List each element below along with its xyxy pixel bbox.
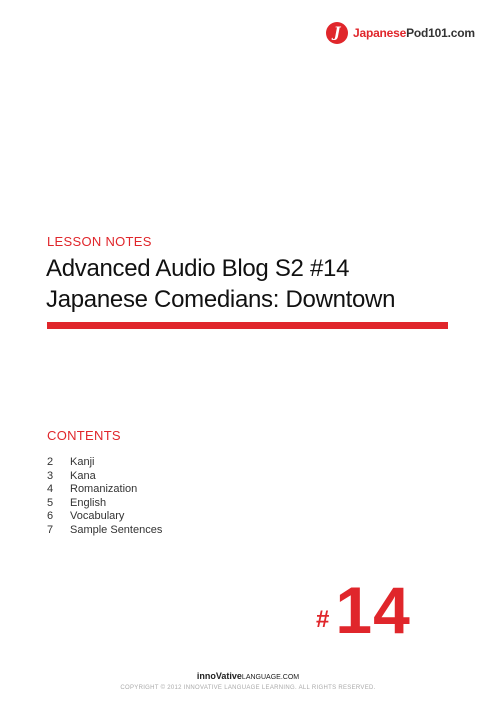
lesson-number-value: 14 [335,573,411,647]
toc-page: 3 [47,469,54,482]
toc-item[interactable] [47,524,162,538]
brand-name [353,26,475,40]
toc-item[interactable] [47,510,162,524]
toc-label: English [70,496,107,509]
copyright-notice: COPYRIGHT © 2012 INNOVATIVE LANGUAGE LEARNING. ALL RIGHTS RESERVED. [120,685,376,691]
toc-page: 6 [47,510,54,523]
lesson-title-line2: Japanese Comedians: Downtown [46,286,396,313]
footer-logo-part4: LANGUAGE.COM [241,674,300,681]
toc-item[interactable] [47,497,162,511]
lesson-number-hash: # [316,606,330,633]
toc-label: Vocabulary [70,510,125,523]
toc-label: Romanization [70,483,138,496]
toc-page: 7 [47,523,54,536]
toc-item[interactable] [47,483,162,497]
toc-item[interactable] [47,456,162,470]
brand-logo [326,22,475,44]
lesson-number [316,572,411,648]
toc-page: 5 [47,496,54,509]
footer-logo-part3: ative [221,671,242,681]
toc-page: 2 [47,456,54,468]
toc-page: 4 [47,483,54,496]
section-label: LESSON NOTES [47,234,152,249]
brand-name-part1: Japanese [353,26,407,40]
footer-logo-part2: V [215,671,222,681]
lesson-title-line1: Advanced Audio Blog S2 #14 [46,255,350,282]
footer-logo-part1: inno [196,671,216,681]
table-of-contents [47,456,162,538]
toc-item[interactable] [47,470,162,484]
toc-label: Kana [70,469,96,482]
contents-heading: CONTENTS [47,428,121,443]
logo-mark-icon: J [326,22,348,44]
toc-label: Sample Sentences [70,523,163,536]
toc-label: Kanji [70,456,95,468]
title-divider [47,322,448,329]
brand-name-part2: Pod101.com [406,26,475,40]
footer-logo [0,671,496,681]
